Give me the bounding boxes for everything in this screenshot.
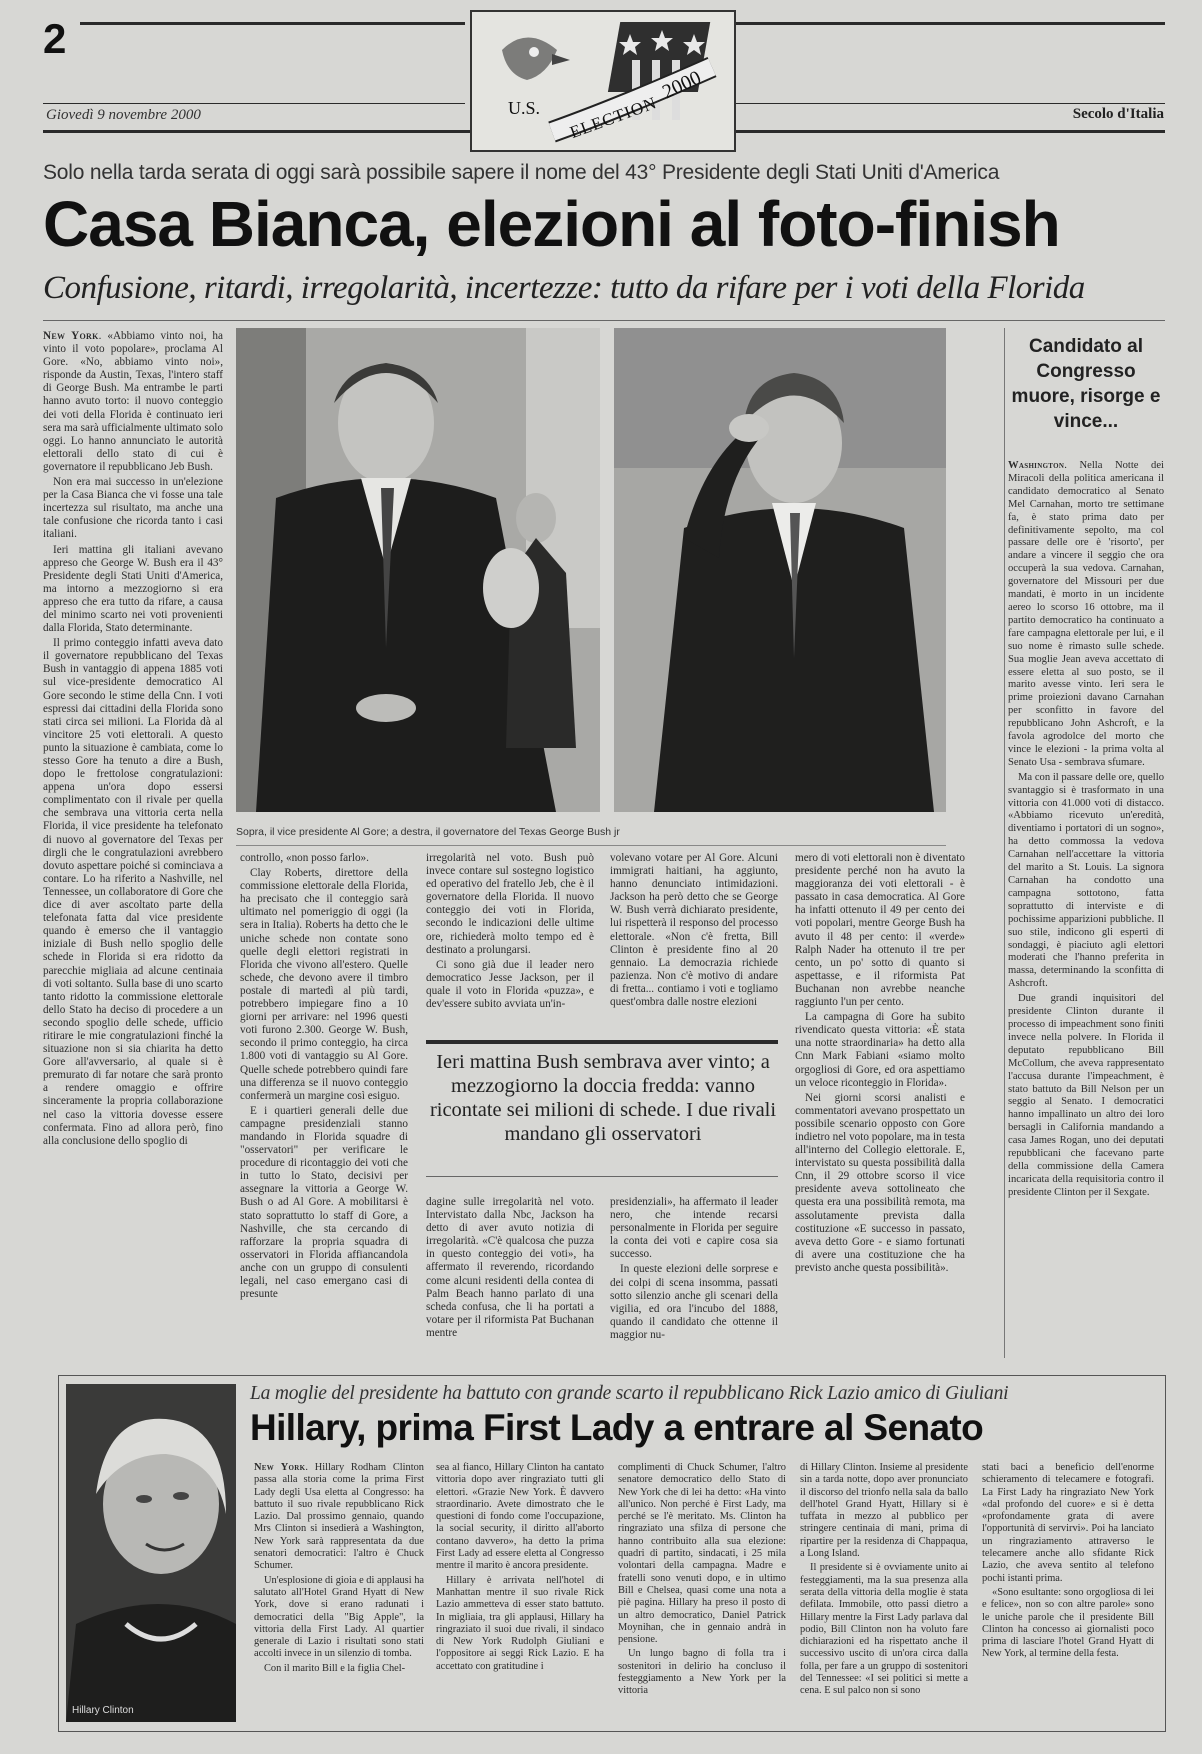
main-col5-p2: La campagna di Gore ha subito rivendicato questa vittoria: «È stata una notte straordinaria» ha detto alla Cnn Mark Fabiani «siamo molto orgogliosi di Gore, ed ora aspettiamo un veloce riconteggio in Florida». [795,1011,965,1089]
header-rule-mid-right [735,103,1165,104]
logo-election-text: ELECTION [567,93,660,143]
pull-quote-rule-bottom [426,1176,778,1177]
election-2000-logo [470,10,736,152]
hillary-col4-p1: di Hillary Clinton. Insieme al presidente sin a tarda notte, dopo aver pronunciato il discorso del trionfo nella sala da ballo dell'hotel Grand Hyatt, Hillary si è tuffata in mezzo al pubblico per stringere centinaia di mani, prima di ripartire per la residenza di Chappaqua, a Long Island. [800,1462,968,1560]
main-column-4-bottom [610,1196,778,1354]
main-column-4-top [610,852,778,1012]
photo-hillary-graphic [66,1384,236,1722]
issue-date: Giovedì 9 novembre 2000 [46,107,201,123]
main-column-5 [795,852,965,1354]
header-rule-top-right [735,22,1165,25]
headline-rule [43,320,1165,321]
hillary-col2-p1: sea al fianco, Hillary Clinton ha cantato vittoria dopo aver ringraziato tutti gli elettori. «Grazie New York. È davvero straordinario. Avete dimostrato che le questioni di fondo come l'occupazione, la social security, il diritto all'aborto contano davvero», ha detto la prima First Lady ad essere eletta al Congresso mentre il marito è ancora presidente. [436,1462,604,1572]
main-col1-p4: Il primo conteggio infatti aveva dato il governatore repubblicano del Texas Bush in vantaggio di appena 1885 voti sul vice-presidente democratico Al Gore secondo le stime della Cnn. I voti espressi dai cittadini della Florida sono stati circa sei milioni. La Florida dà al vincitore 25 voti elettorali. A questo punto la situazione è cambiata, come lo stesso Gore ha tenuto a dire a Bush, dopo le frettolose congratulazioni: appena un'ora dopo essersi complimentato con il rivale per quella che sembrava una vittoria certa nella Florida, il vice presidente ha telefonato di nuovo al governatore del Texas per dirgli che le congratulazioni avrebbero dovuto aspettare poiché si cominciava a contare. Lo ha riferito a Nashville, nel Tennessee, un collaboratore di Gore che dice di aver ascoltato parte della telefonata fatta dal vice presidente quando è emerso che il vantaggio iniziale di Bush nello spoglio delle schede in Florida si era ridotto da parecchie migliaia ad alcune centinaia di voti soltanto. Sulla base di uno scarto tanto ridotto la commissione elettorale dello Stato ha deciso di procedere a un secondo spoglio delle schede, ufficio ritirare le mie congratulazioni finché la situazione non si sia chiarita ha detto Gore all'avversario, al quale si è premurato di far notare che sarà pronto a rendere omaggio e offrire sinceramente la propria collaborazione nel caso la vittoria dovesse essere confermata. Fino ad allora però, fino alla conclusione dello spoglio di [43,637,223,1147]
logo-us-text: U.S. [508,98,541,118]
main-col4-p1: volevano votare per Al Gore. Alcuni immigrati haitiani, ha aggiunto, hanno denunciato intimidazioni. Jackson ha però detto che se George W. Bush verrà dichiarato presidente, lui rispetterà il responso del processo elettorale. «Non c'è fretta, Bill Clinton è presidente fino al 20 gennaio. La democrazia richiede pazienza. Non c'è motivo di andare di fretta... contiamo i voti e togliamo quest'ombra dalle nostre elezioni [610,852,778,1009]
main-subheadline: Confusione, ritardi, irregolarità, incertezze: tutto da rifare per i voti della Florida [43,270,1085,306]
newspaper-name: Secolo d'Italia [1072,106,1164,122]
sidebar-dateline: Washington [1008,460,1065,471]
hillary-column-3 [618,1462,786,1724]
photo-george-bush [614,328,946,812]
hillary-headline: Hillary, prima First Lady a entrare al Senato [250,1407,984,1448]
hillary-col1-p3: Con il marito Bill e la figlia Chel- [264,1662,406,1674]
sidebar-p1: Nella Notte dei Miracoli della politica americana il candidato democratico al Senato Mel Carnahan, morto tre settimane fa, è stato prima dato per definitivamente sepolto, ma col passare delle ore è 'risorto', per andare a vincere il seggio che ora occuperà la sua vedova. Carnahan, governatore del Missouri per due mandati, è morto in un incidente aereo lo scorso 16 ottobre, ma il partito democratico ha continuato a fare campagna elettorale per lui, e il suo nome è rimasto sulle schede. Sua moglie Jean aveva accettato di essere eletta al suo posto, se il marito avesse vinto. Ieri sera le prime proiezioni davano Carnahan per sconfitto in favore del repubblicano John Ashcroft, e la favola agrodolce del morto che vince le elezioni - la prima volta al Senato Usa - sembrava sfumare. [1008,460,1164,768]
main-column-1: New York. «Abbiamo vinto noi, ha vinto il voto popolare», proclama Al Gore. «No, abbiamo vinto noi», risponde da Austin, Texas, l'intero staff di George Bush. Ma entrambe le parti hanno avuto torto: il nuovo conteggio dei voti della Florida è continuato ieri sera ma sarà ufficialmente ultimato solo oggi. Lo hanno annunciato le autorità elettorali dello stato di cui è governatore il repubblicano Jeb Bush. Non era mai successo in un'elezione per la Casa Bianca che vi fosse una tale incertezza sul risultato, ma anche una tale confusione che ricorda tanto i casi italiani. Ieri mattina gli italiani avevano appreso che George W. Bush era il 43° Presidente degli Stati Uniti d'America, ma intorno a mezzogiorno si era appreso che era tutto da rifare, a causa del minimo scarto nei voti provenienti dalla Florida, Stato determinante. Il primo conteggio infatti aveva dato il governatore repubblicano del Texas Bush in vantaggio di appena 1885 voti sul vice-presidente democratico Al Gore secondo le stime della Cnn. I voti espressi dai cittadini della Florida sono stati circa sei milioni. La Florida dà al vincitore 25 voti elettorali. A questo punto la situazione è cambiata, come lo stesso Gore ha tenuto a dire a Bush, dopo le frettolose congratulazioni: appena un'ora dopo essersi complimentato con il rivale per quella che sembrava una vittoria certa nella Florida, il vice presidente ha telefonato di nuovo al governatore del Texas per dirgli che le congratulazioni avrebbero dovuto aspettare poiché si cominciava a contare. Lo ha riferito a Nashville, nel Tennessee, un collaboratore di Gore che dice di aver ascoltato parte della telefonata fatta dal vice presidente quando è emerso che il vantaggio iniziale di Bush nello spoglio delle schede in Florida si era ridotto da parecchie migliaia ad alcune centinaia di voti soltanto. Sulla base di uno scarto tanto ridotto la commissione elettorale dello Stato ha deciso di procedere a un secondo spoglio delle schede, ufficio ritirare le mie congratulazioni finché la situazione non si sia chiarita ha detto Gore all'avversario, al quale si è premurato di far notare che sarà pronto a rendere omaggio e offrire sinceramente la propria collaborazione nel caso la vittoria dovesse essere confermata. Fino ad allora però, fino alla conclusione dello spoglio di [43,330,223,1147]
main-col5-p1: mero di voti elettorali non è diventato presidente perché non ha avuto la maggioranza dei voti elettorali - è passato in casa democratica. Al Gore ha infatti ottenuto il 49 per cento dei voti popolari, mentre George Bush ha avuto il 48 per cento: il «verde» Ralph Nader ha ottenuto il tre per cento, un po' sotto di quanto si aspettasse, e il riformista Pat Buchanan non avrebbe neanche raggiunto l'un per cento. [795,852,965,1009]
main-col1-p2: Non era mai successo in un'elezione per la Casa Bianca che vi fosse una tale incertezza sul risultato, ma anche una tale confusione che ricorda tanto i casi italiani. [43,476,223,541]
main-col2-p2: Clay Roberts, direttore della commissione elettorale della Florida, ha precisato che il conteggio sarà ultimato nel pomeriggio di oggi (la sera in Italia). Roberts ha detto che le uniche schede non contate sono quelle degli elettori registrati in Florida che vivono all'estero. Quelle schede, che devono avere il timbro postale di martedì al più tardi, potrebbero impiegare fino a 10 giorni per arrivare: nel 1996 questi voti furono 2.300. George W. Bush, secondo il primo conteggio, ha circa 1.800 voti di vantaggio su Al Gore. Quelle schede potrebbero quindi fare una differenza se il nuovo conteggio confermerà un margine così esiguo. [240,867,408,1102]
pull-quote: Ieri mattina Bush sembrava aver vinto; a mezzogiorno la doccia fredda: vanno ricontate sei milioni di schede. I due rivali mandano gli osservatori [429,1051,777,1145]
hillary-kicker: La moglie del presidente ha battuto con grande scarto il repubblicano Rick Lazio amico di Giuliani [250,1383,1009,1404]
hillary-photo-caption: Hillary Clinton [72,1705,134,1716]
main-col4-p3: In queste elezioni delle sorprese e dei colpi di scena insomma, passati sotto silenzio anche gli scenari della vigilia, ed ora l'incubo del 1888, quando il candidato che ottenne il maggior nu- [610,1263,778,1341]
main-col4-p2: presidenziali», ha affermato il leader nero, che intende recarsi personalmente in Florida per seguire la conta dei voti e capire cosa sia successo. [610,1196,778,1261]
main-col1-p3: Ieri mattina gli italiani avevano appreso che George W. Bush era il 43° Presidente degli Stati Uniti d'America, ma intorno a mezzogiorno si era appreso che era tutto da rifare, a causa del minimo scarto nei voti provenienti dalla Florida, Stato determinante. [43,543,223,635]
page-number: 2 [43,15,67,62]
main-col3-p1: irregolarità nel voto. Bush può invece contare sul sostegno logistico ed operativo del fratello Jeb, che è il governatore della Florida. Il nuovo conteggio dei voti in Florida, secondo le indicazioni delle ultime ore, richiederà molto tempo ed è destinato a prolungarsi. [426,852,594,956]
hillary-col3-p1: complimenti di Chuck Schumer, l'altro senatore democratico dello Stato di New York che di lei ha detto: «Ha vinto all'unico. Non perché è First Lady, ma perché se l'è meritato. Ms. Clinton ha ringraziato una sfilza di persone che hanno contribuito alla sua elezione: quadri di partito, sindacati, i 25 mila volontari della campagna. Madre e fratelli sono venuti dopo, e in ultimo Bill e Chelsea, quasi come una nota a piè pagina. Hillary ha preso il posto di un altro democratico, Daniel Patrick Moynihan, che in gennaio andrà in pensione. [618,1462,786,1646]
photo-al-gore-graphic [236,328,600,812]
logo-year-text: 2000 [659,66,705,104]
photo-caption-rule [236,845,946,846]
main-col2-p3: E i quartieri generali delle due campagne presidenziali stanno mandando in Florida squadre di "osservatori" per verificare le procedure di ricontaggio dei voti che in tutto lo Stato, decisivi per assegnare la vittoria a George W. Bush o ad Al Gore. A mobilitarsi è stato soprattutto lo staff di Gore, a Nashville, che sta cercando di rafforzare la propria squadra di osservatori in Florida affiancandola anche con un gruppo di consulenti legali, nel caso emergano casi di presunte [240,1104,408,1301]
hillary-col1-p1: Hillary Rodham Clinton passa alla storia come la prima First Lady degli Usa eletta al Congresso: ha battuto il suo rivale repubblicano Rick Lazio. Dal prossimo gennaio, quando Mrs Clinton si insedierà a Washington, New York sarà rappresentata da due senatori democratici: l'altro è Chuck Schumer. [254,1462,424,1572]
sidebar-p3: Due grandi inquisitori del presidente Clinton durante il processo di impeachment sono finiti invece nella polvere. In Florida il deputato repubblicano Bill McCollum, che aveva rappresentato l'accusa durante l'impeachment, è stato battuto da Bill Nelson per un seggio al Senato. I democratici hanno impallinato un altro dei loro bersagli in California mandando a casa James Rogan, uno dei deputati repubblicani che facevano parte della commissione della Camera incaricata della requisitoria contro il presidente Clinton per il Sexgate. [1008,993,1164,1198]
hillary-column-1: New York. Hillary Rodham Clinton passa alla storia come la prima First Lady degli Usa eletta al Congresso: ha battuto il suo rivale repubblicano Rick Lazio. Dal prossimo gennaio, quando Mrs Clinton si insedierà a Washington, New York sarà rappresentata da due senatori democratici: l'altro è Chuck Schumer. Un'esplosione di gioia e di applausi ha salutato all'Hotel Grand Hyatt di New York, dove si erano radunati i democratici della "Big Apple", la vittoria della First Lady. Al quartier generale di Lazio i risultati sono stati accolti invece in un silenzio di tomba. Con il marito Bill e la figlia Chel- [254,1462,424,1674]
sidebar-headline: Candidato al Congresso muore, risorge e vince... [1011,336,1161,432]
photo-hillary-clinton [66,1384,236,1722]
hillary-column-4 [800,1462,968,1724]
hillary-column-2 [436,1462,604,1724]
main-headline: Casa Bianca, elezioni al foto-finish [43,188,1060,260]
hillary-column-5 [982,1462,1154,1724]
hillary-col4-p2: Il presidente si è ovviamente unito ai festeggiamenti, ma la sua presenza alla serata della vittoria della moglie è stata defilata. Immobile, otto passi dietro a Hillary mentre la First Lady parlava dal podio, Bill Clinton non ha voluto fare dichiarazioni ed ha rispettato anche il successivo uscito di un'ora circa dalla folla, per fare a un gruppo di sostenitori del Tennessee: «I sei politici si mette a cena. E sul palco non si sono [800,1562,968,1697]
pull-quote-rule-top [426,1040,778,1044]
sidebar-p2: Ma con il passare delle ore, quello svantaggio si è trasformato in una vittoria con 41.000 voti di distacco. «Abbiamo ricevuto un'eredità, diventiamo i portatori di un sogno», ha detto commossa la vedova Carnahan nell'accettare la vittoria del marito a St. Louis. La signora Carnahan ha condotto una campagna sottotono, fatta soprattutto di interviste e di pochissime apparizioni pubbliche. Il suo stile, indicono gli esperti di sondaggi, è piaciuto agli elettori moderati che l'hanno preferita in massa, determinando la sconfitta di Ashcroft. [1008,771,1164,990]
main-column-2 [240,852,408,1354]
main-col2-p1: controllo, «non posso farlo». [240,852,369,864]
sidebar-column: Washington. Nella Notte dei Miracoli della politica americana il candidato democratico al Senato Mel Carnahan, morto tre settimane fa, è stato prima dato per definitivamente sepolto, ma col passare delle ore è 'risorto', per andare a vincere il seggio che ora occuperà la sua vedova. Carnahan, governatore del Missouri per due mandati, è morto in un incidente aereo lo scorso 16 ottobre, ma il partito democratico ha continuato a fare campagna elettorale per lui, e il suo nome è rimasto sulle schede. Sua moglie Jean aveva accettato di essere eletta al suo posto, se il marito avesse vinto. Ieri sera le prime proiezioni davano Carnahan per sconfitto in favore del repubblicano John Ashcroft, e la favola agrodolce del morto che vince le elezioni - la prima volta al Senato Usa - sembrava sfumare. Ma con il passare delle ore, quello svantaggio si è trasformato in una vittoria con 41.000 voti di distacco. «Abbiamo ricevuto un'eredità, diventiamo i portatori di un sogno», ha detto commossa la vedova Carnahan nell'accettare la vittoria del marito a St. Louis. La signora Carnahan ha condotto una campagna sottotono, fatta soprattutto di interviste e di pochissime apparizioni pubbliche. Il suo stile, indicono gli esperti di sondaggi, è piaciuto agli elettori moderati che l'hanno preferita in massa, determinando la sconfitta di Ashcroft. Due grandi inquisitori del presidente Clinton durante il processo di impeachment sono finiti invece nella polvere. In Florida il deputato repubblicano Bill McCollum, che aveva rappresentato l'accusa durante l'impeachment, è stato battuto da Bill Nelson per un seggio al Senato. I democratici hanno impallinato un altro dei loro bersagli in California mandando a casa James Rogan, uno dei deputati repubblicani che facevano parte della commissione della Camera incaricata della requisitoria contro il presidente Clinton per il Sexgate. [1008,460,1164,1198]
header-rule-top-left [80,22,465,25]
photo-caption: Sopra, il vice presidente Al Gore; a destra, il governatore del Texas George Bush jr [236,826,620,838]
main-column-3-bottom [426,1196,594,1354]
header-rule-mid-left [43,103,465,104]
main-col5-p3: Nei giorni scorsi analisti e commentatori avevano prospettato un possibile scenario opposto con Gore indietro nel voto popolare, ma in testa all'interno del Collegio elettorale. E, intervistato su questa possibilità dalla Cnn, il 29 ottobre scorso il vice presidente aveva sottolineato che questa era una possibilità remota, ma assolutamente prevista dalla costituzione «E successo in passato, aveva detto Gore - e siamo fortunati di avere una costituzione che ha previsto anche questa possibilità». [795,1091,965,1274]
main-kicker: Solo nella tarda serata di oggi sarà possibile sapere il nome del 43° Presidente degli Stati Uniti d'America [43,161,1000,184]
hillary-col1-p2: Un'esplosione di gioia e di applausi ha salutato all'Hotel Grand Hyatt di New York, dove si erano radunati i democratici della "Big Apple", la vittoria della First Lady. Al quartier generale di Lazio i risultati sono stati accolti invece in un silenzio di tomba. [254,1574,424,1660]
hillary-col5-p1: stati baci a beneficio dell'enorme schieramento di telecamere e fotografi. La First Lady ha ringraziato New York «dal profondo del cuore» e si è detta «profondamente grata di avere l'opportunità di servirvi». Poi ha lanciato un ringraziamento attraverso le telecamere anche allo sfidante Rick Lazio, che aveva sentito al telefono pochi istanti prima. [982,1462,1154,1584]
main-dateline: New York [43,330,99,342]
hillary-dateline: New York [254,1462,306,1473]
hillary-col5-p2: «Sono esultante: sono orgogliosa di lei e felice», non so con altre parole» sono le uniche parole che il presidente Bill Clinton ha concesso ai giornalisti poco prima di lasciare l'hotel Grand Hyatt di New York, al termine della festa. [982,1586,1154,1660]
main-column-3-top [426,852,594,1012]
main-col3-p3: dagine sulle irregolarità nel voto. Intervistato dalla Nbc, Jackson ha detto di aver avuto notizia di irregolarità. «C'è qualcosa che puzza in questo conteggio dei voti», ha affermato il reverendo, ricordando come alcuni residenti della contea di Palm Beach hanno parlato di una scheda confusa, che li ha portati a votare per il riformista Pat Buchanan mentre [426,1196,594,1339]
photo-al-gore [236,328,600,812]
hillary-col3-p2: Un lungo bagno di folla tra i sostenitori in delirio ha concluso il festeggiamento a New York per la vittoria [618,1648,786,1697]
photo-george-bush-graphic [614,328,946,812]
main-col1-p1: «Abbiamo vinto noi, ha vinto il voto popolare», proclama Al Gore. «No, abbiamo vinto noi», risponde da Austin, Texas, l'intero staff di George Bush. Ma entrambe le parti hanno avuto torto: il nuovo conteggio dei voti della Florida è continuato ieri sera ma sarà ufficialmente ultimato solo oggi. Lo hanno annunciato le autorità elettorali dello stato di cui è governatore il repubblicano Jeb Bush. [43,330,223,473]
hillary-col2-p2: Hillary è arrivata nell'hotel di Manhattan mentre il suo rivale Rick Lazio ammetteva di esser stato battuto. In migliaia, tra gli applausi, Hillary ha ringraziato il suoi due rivali, il sindaco di New York Rudolph Giuliani e l'oppositore ai seggi Rick Lazio. E ha accettato con gratitudine i [436,1574,604,1672]
main-col3-p2: Ci sono già due il leader nero democratico Jesse Jackson, per il quale il voto in Florida «puzza», e dev'essere subito avviata un'in- [426,958,594,1011]
